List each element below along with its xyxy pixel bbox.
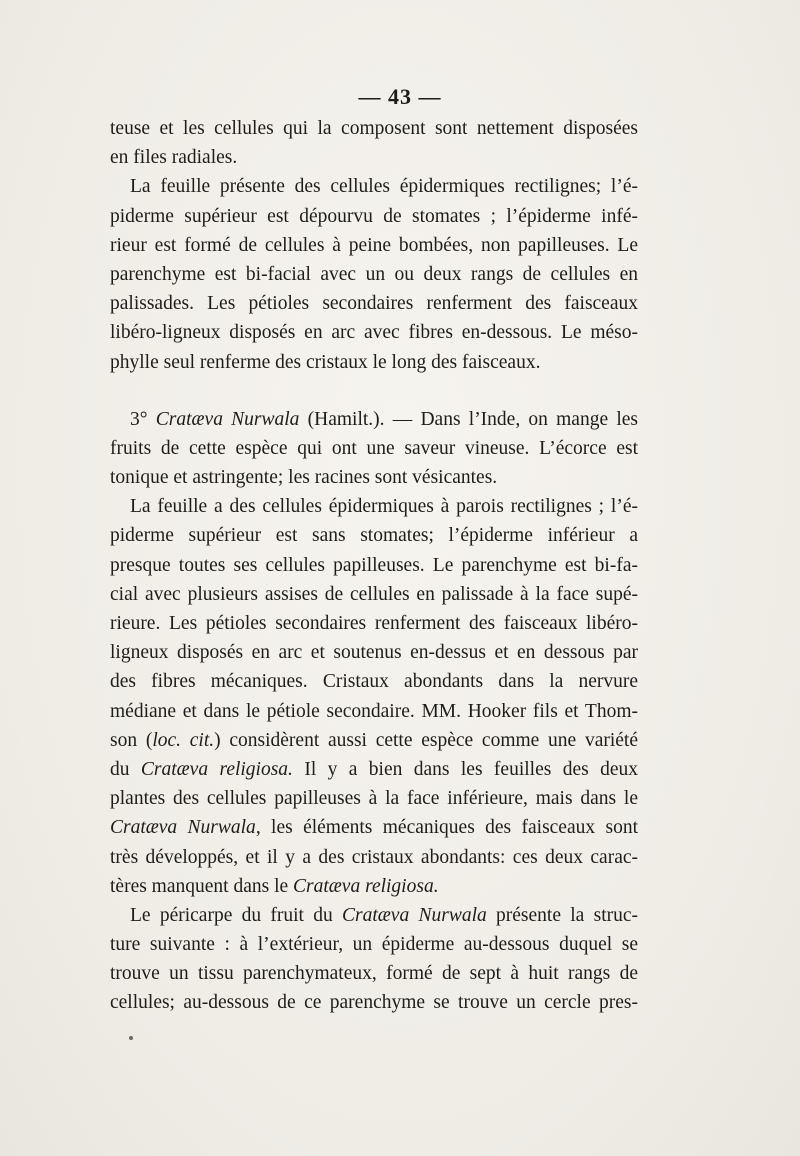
text-segment: parenchyme est bi-facial avec un ou deux rangs de cellules en [110,263,638,285]
text-line [110,959,638,988]
text-segment: teuse et les cellules qui la composent sont nettement disposées [110,118,638,139]
text-line [110,813,638,842]
text-line [110,755,638,784]
text-segment: médiane et dans le pétiole secondaire. MM. Hooker fils et Thom- [110,700,638,722]
italic-text: Cratæva religiosa. [140,758,293,780]
print-speck [129,1036,133,1040]
text-line [110,434,638,463]
text-line [110,114,638,143]
text-line [110,231,638,260]
text-segment: du [110,758,141,780]
body-text [110,114,638,1018]
page-number: — 43 — [358,84,442,109]
text-segment: en files radiales. [110,147,238,169]
text-segment: ) considèrent aussi cette espèce comme une variété [214,729,638,751]
text-segment: tères manquent dans le [110,875,294,897]
text-segment: Le péricarpe du fruit du [130,904,343,926]
text-line [110,609,638,638]
text-line [110,202,638,231]
text-segment: Il y a bien dans les feuilles des deux [292,758,638,780]
text-line [110,901,638,930]
text-line [110,843,638,872]
text-segment: son ( [110,729,153,751]
text-segment: tonique et astringente; les racines sont vésicantes. [110,467,498,489]
text-line [110,172,638,201]
text-segment: phylle seul renferme des cristaux le long des faisceaux. [110,351,541,373]
italic-text: Cratæva Nurwala [342,904,487,926]
text-segment: trouve un tissu parenchymateux, formé de sept à huit rangs de [110,963,638,985]
text-segment: cellules; au-dessous de ce parenchyme se trouve un cercle pres- [110,992,638,1014]
text-line [110,580,638,609]
italic-text: Cratæva Nurwala [155,408,300,430]
text-segment: La feuille présente des cellules épidermiques rectilignes; l’é- [130,176,638,198]
text-segment: piderme supérieur est dépourvu de stomates ; l’épiderme infé- [110,205,638,227]
text-segment: piderme supérieur est sans stomates; l’épiderme inférieur a [110,525,638,547]
text-line [110,872,638,901]
text-segment: (Hamilt.). — Dans l’Inde, on mange les [299,408,638,430]
text-line [110,638,638,667]
text-line [110,521,638,550]
text-segment: très développés, et il y a des cristaux abondants: ces deux carac- [110,846,638,868]
italic-text: Cratæva religiosa. [293,875,439,897]
text-segment: La feuille a des cellules épidermiques à parois rectilignes ; l’é- [130,496,638,518]
text-line [110,551,638,580]
text-line [110,405,638,434]
section-gap [110,377,638,405]
text-line [110,988,638,1017]
text-segment: rieure. Les pétioles secondaires renferment des faisceaux libéro- [110,613,638,634]
text-line [110,318,638,347]
text-segment: , les éléments mécaniques des faisceaux sont [255,817,638,839]
text-line [110,784,638,813]
text-line [110,463,638,492]
text-line [110,697,638,726]
text-line [110,143,638,172]
text-segment: palissades. Les pétioles secondaires renferment des faisceaux [110,293,638,315]
text-segment: rieur est formé de cellules à peine bombées, non papilleuses. Le [110,234,638,256]
text-line [110,726,638,755]
text-segment: plantes des cellules papilleuses à la face inférieure, mais dans le [110,788,638,810]
text-line [110,260,638,289]
italic-text: loc. cit. [152,729,215,751]
text-segment: 3° [130,408,156,430]
text-line [110,930,638,959]
text-segment: des fibres mécaniques. Cristaux abondants dans la nervure [110,671,638,693]
text-segment: libéro-ligneux disposés en arc avec fibres en-dessous. Le méso- [110,322,638,344]
text-segment: presque toutes ses cellules papilleuses. Le parenchyme est bi-fa- [110,554,638,576]
text-line [110,348,638,377]
text-segment: ligneux disposés en arc et soutenus en-dessus et en dessous par [110,642,638,664]
text-line [110,667,638,696]
text-segment: cial avec plusieurs assises de cellules en palissade à la face supé- [110,583,638,605]
text-line [110,492,638,521]
text-line [110,289,638,318]
text-segment: présente la struc- [486,904,638,926]
text-segment: fruits de cette espèce qui ont une saveur vineuse. L’écorce est [110,437,638,459]
italic-text: Cratæva Nurwala [110,817,256,839]
text-segment: ture suivante : à l’extérieur, un épiderme au-dessous duquel se [110,934,638,956]
